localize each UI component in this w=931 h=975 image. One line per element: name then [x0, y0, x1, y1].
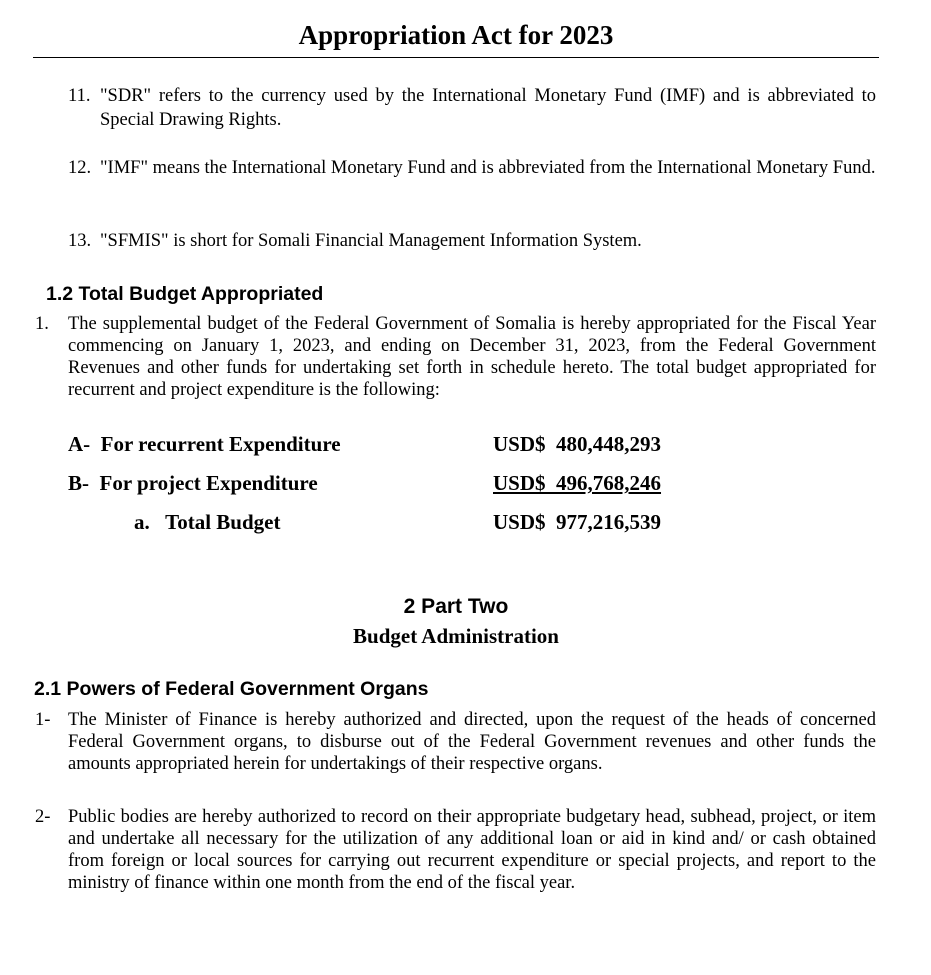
- budget-label: a. Total Budget: [134, 510, 281, 534]
- budget-amount: USD$ 977,216,539: [493, 510, 662, 534]
- budget-paragraph: [35, 313, 876, 401]
- definition-number: 11.: [68, 86, 91, 106]
- budget-label: B- For project Expenditure: [68, 471, 318, 495]
- definition-item-11: [68, 84, 876, 132]
- definition-item-12: [68, 156, 876, 180]
- definition-text: "IMF" means the International Monetary Fund and is abbreviated from the International Monetary Fund.: [100, 158, 876, 178]
- title-underline: [33, 57, 879, 58]
- budget-amount: USD$ 496,768,246: [493, 471, 662, 495]
- paragraph-text: The Minister of Finance is hereby authorized and directed, upon the request of the heads of concerned Federal Government organs, to disburse out of the Federal Government revenues and other funds the amounts appropriated herein for undertakings of their respective organs.: [68, 710, 876, 774]
- budget-label: A- For recurrent Expenditure: [68, 432, 341, 456]
- part-title: 2 Part Two: [403, 595, 509, 618]
- paragraph-text: The supplemental budget of the Federal Government of Somalia is hereby appropriated for the Fiscal Year commencing on January 1, 2023, and ending on December 31, 2023, from the Federal Government Revenues and other funds for undertaking set forth in schedule hereto. The total budget appropriated for recurrent and project expenditure is the following:: [68, 314, 876, 400]
- paragraph-number: 2-: [35, 807, 51, 827]
- definition-number: 12.: [68, 158, 92, 178]
- section-heading-1-2: 1.2 Total Budget Appropriated: [46, 283, 324, 305]
- paragraph-number: 1-: [35, 710, 51, 730]
- powers-paragraph-2: [35, 806, 876, 894]
- definition-text: "SDR" refers to the currency used by the International Monetary Fund (IMF) and is abbreviated to Special Drawing Rights.: [100, 86, 876, 130]
- section-heading-2-1: 2.1 Powers of Federal Government Organs: [34, 678, 429, 700]
- paragraph-number: 1.: [35, 314, 49, 334]
- paragraph-text: Public bodies are hereby authorized to record on their appropriate budgetary head, subhead, project, or item and undertake all necessary for the utilization of any additional loan or aid in kind and/ or cash obtained from foreign or local sources for carrying out recurrent expenditure or special projects, and report to the ministry of finance within one month from the end of the fiscal year.: [68, 807, 876, 893]
- budget-amount: USD$ 480,448,293: [493, 432, 662, 456]
- part-subtitle: Budget Administration: [353, 624, 559, 648]
- definition-number: 13.: [68, 231, 92, 251]
- definition-item-13: [68, 229, 876, 253]
- page-title: Appropriation Act for 2023: [298, 20, 614, 50]
- definition-text: "SFMIS" is short for Somali Financial Management Information System.: [100, 231, 642, 251]
- powers-paragraph-1: [35, 709, 876, 775]
